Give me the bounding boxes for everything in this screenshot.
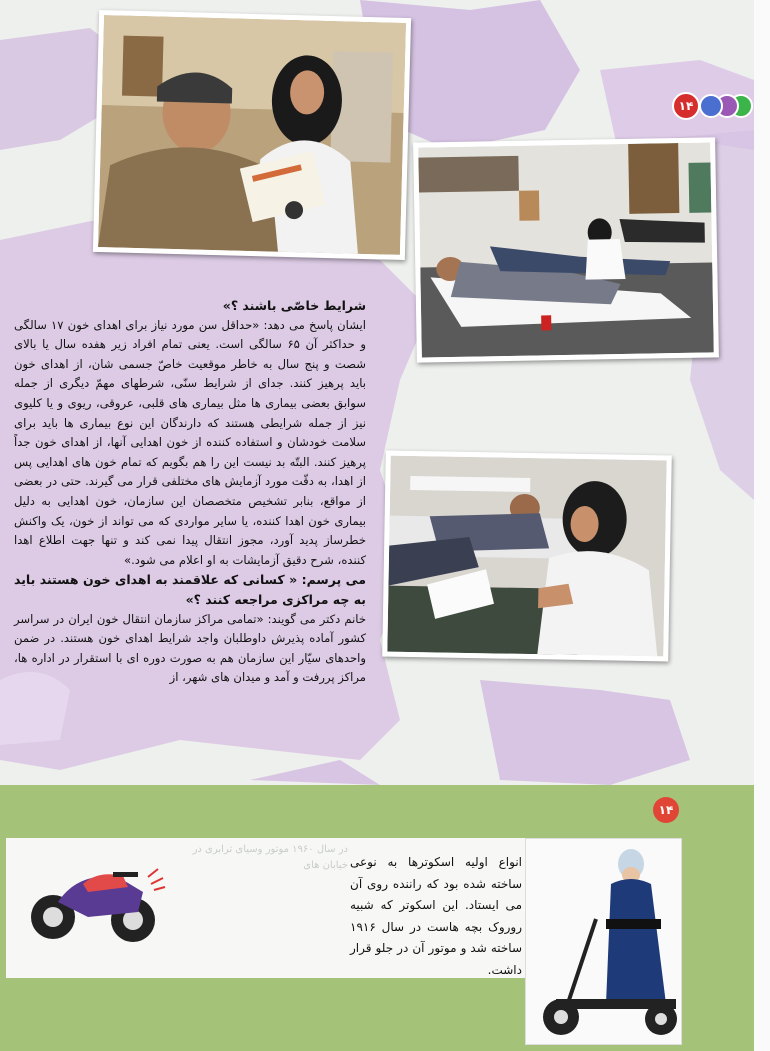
article-body [14,296,366,688]
photo-donation-room [413,137,719,362]
scooter-photo [525,838,682,1045]
article-question: می پرسم: « کسانی که علاقمند به اهدای خون هستند باید به چه مراکزی مراجعه کنند ؟» [14,572,366,607]
photo-doctor-interview [93,10,411,260]
decorative-dot-blue [699,94,723,118]
article-heading: شرایط خاصّی باشند ؟» [222,298,366,313]
trivia-text: انواع اولیه اسکوترها به نوعی ساخته شده بود که راننده روی آن می ایستاد. این اسکوتر که شبیه روروک بچه هاست در سال ۱۹۱۶ ساخته شد و موتور آن در جلو قرار داشت. [350,855,522,977]
article-paragraph-2: خانم دکتر می گویند: «تمامی مراکز سازمان انتقال خون ایران در سراسر کشور آماده پذیرش داوطلبان واجد شرایط اهدای خون هستند. در ضمن واحدهای سیّار این سازمان هم به صورت دوره ای با استقرار در اداره ها، مراکز پررفت و آمد و میدان های شهر، از [14,611,366,685]
page-edge [754,0,770,1051]
trivia-number-badge: ۱۴ [653,797,679,823]
page-number-badge: ۱۴ [672,92,700,120]
photo-nurse-donor [382,451,672,662]
motorcycle-illustration [28,862,178,952]
faded-background-text: در سال ۱۹۶۰ موتور وسیای ترابری در خیابان های [192,844,348,871]
article-paragraph-1: ایشان پاسخ می دهد: «حداقل سن مورد نیاز برای اهدای خون ۱۷ سالگی و حداکثر آن ۶۵ سالگی است. یعنی تمام افراد زیر هفده سال یا بالای شصت و پنج سال به خاطر موقعیت خاصّ جسمی شان، از اهدای خون باید پرهیز کنند. جدای از شرایط سنّی، شرطهای مهمّ دیگری از جمله سوابق بعضی بیماری ها مثل بیماری های قلبی، عروقی، ریوی و یا کلیوی نیز از جمله شرایطی هستند که دارندگان این نوع بیماری ها باید برای سلامت خودشان و استفاده کننده از خون اهدایی آنها، از اهدای خون جداً پرهیز کنند. البتّه بد نیست این را هم بگویم که تمام خون های اهدایی پس از اهدا، به دقّت مورد آزمایش های مختلفی قرار می گیرند. حتی در بعضی از مواقع، بنابر تشخیص متخصصان این سازمان، خون اهدایی به دلیل بیماری خون اهدا کننده، یا سایر مواردی که می تواند از خون، یک واکنش خطرساز پدید آورد، مجوز انتقال پیدا نمی کند و تنها جهت اطلاع اهدا کننده، شرح دقیق آزمایشات به او اعلام می شود.» [14,317,367,567]
